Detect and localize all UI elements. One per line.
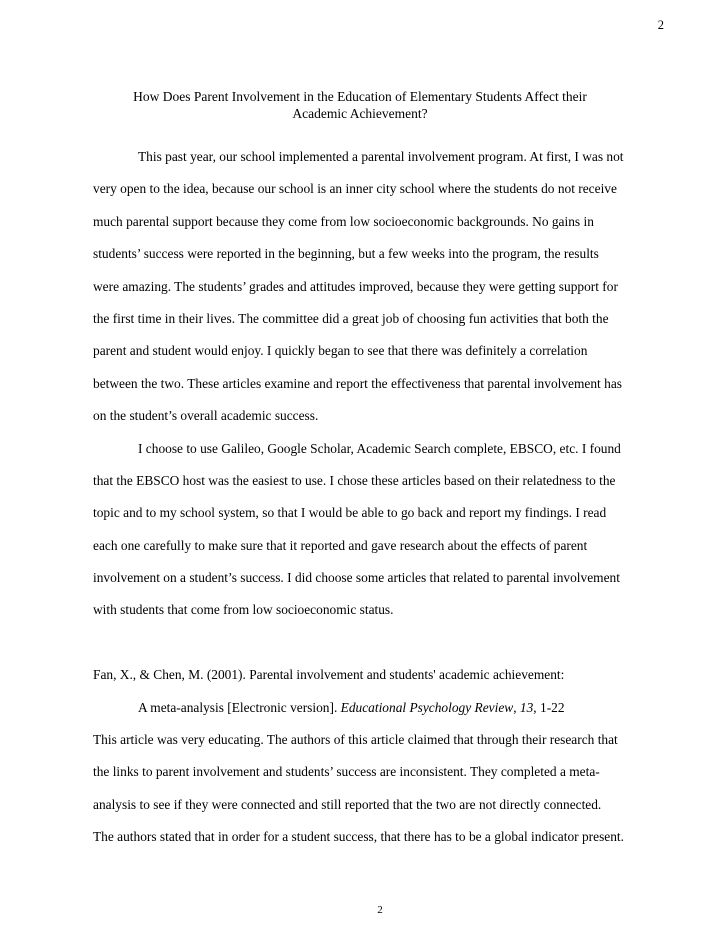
text-line: involvement on a student’s success. I did choose some articles that related to parental involvement xyxy=(93,570,620,586)
paragraph-2 xyxy=(93,433,663,627)
text-line: on the student’s overall academic success. xyxy=(93,408,319,424)
paragraph-3 xyxy=(93,724,663,854)
text-line: topic and to my school system, so that I would be able to go back and report my findings. I read xyxy=(93,505,607,521)
text-line: that the EBSCO host was the easiest to use. I chose these articles based on their relatedness to the xyxy=(93,472,616,488)
text-line: students’ success were reported in the beginning, but a few weeks into the program, the results xyxy=(93,246,599,262)
text-line: very open to the idea, because our school is an inner city school where the students do not receive xyxy=(93,181,617,197)
citation-prefix: A meta-analysis [Electronic version]. xyxy=(138,699,341,715)
footer-page-number: 2 xyxy=(377,904,383,916)
text-line: were amazing. The students’ grades and attitudes improved, because they were getting support for xyxy=(93,278,618,294)
header-page-number: 2 xyxy=(657,18,664,32)
text-line: the links to parent involvement and students’ success are inconsistent. They completed a meta- xyxy=(93,764,600,780)
text-line: This past year, our school implemented a parental involvement program. At first, I was not xyxy=(138,149,624,164)
text-line: This article was very educating. The authors of this article claimed that through their research that xyxy=(93,732,618,748)
text-line: the first time in their lives. The committee did a great job of choosing fun activities that both the xyxy=(93,310,609,326)
citation-line-1: Fan, X., & Chen, M. (2001). Parental involvement and students' academic achievement: xyxy=(93,667,565,683)
text-line: The authors stated that in order for a student success, that there has to be a global indicator present. xyxy=(93,829,624,845)
citation-journal: Educational Psychology Review xyxy=(340,699,514,715)
text-line: parent and student would enjoy. I quickly began to see that there was definitely a correlation xyxy=(93,343,588,359)
paragraph-1 xyxy=(93,141,663,433)
text-line: analysis to see if they were connected and still reported that the two are not directly connected. xyxy=(93,796,602,812)
blank-line xyxy=(93,627,663,659)
title-line-2: Academic Achievement? xyxy=(292,106,428,121)
paper-title xyxy=(60,88,660,122)
document-body xyxy=(93,141,663,854)
title-line-1: How Does Parent Involvement in the Education of Elementary Students Affect their xyxy=(133,89,587,104)
citation xyxy=(93,659,663,724)
text-line: each one carefully to make sure that it reported and gave research about the effects of parent xyxy=(93,537,588,553)
citation-volume: 13 xyxy=(519,699,534,715)
text-line: between the two. These articles examine and report the effectiveness that parental involvement has xyxy=(93,375,622,391)
citation-line-2 xyxy=(93,692,663,724)
citation-comma: , xyxy=(513,699,520,715)
text-line: much parental support because they come from low socioeconomic backgrounds. No gains in xyxy=(93,213,594,229)
text-line: with students that come from low socioeconomic status. xyxy=(93,602,394,618)
citation-pages: , 1-22 xyxy=(533,699,565,715)
text-line: I choose to use Galileo, Google Scholar, Academic Search complete, EBSCO, etc. I found xyxy=(138,440,621,456)
